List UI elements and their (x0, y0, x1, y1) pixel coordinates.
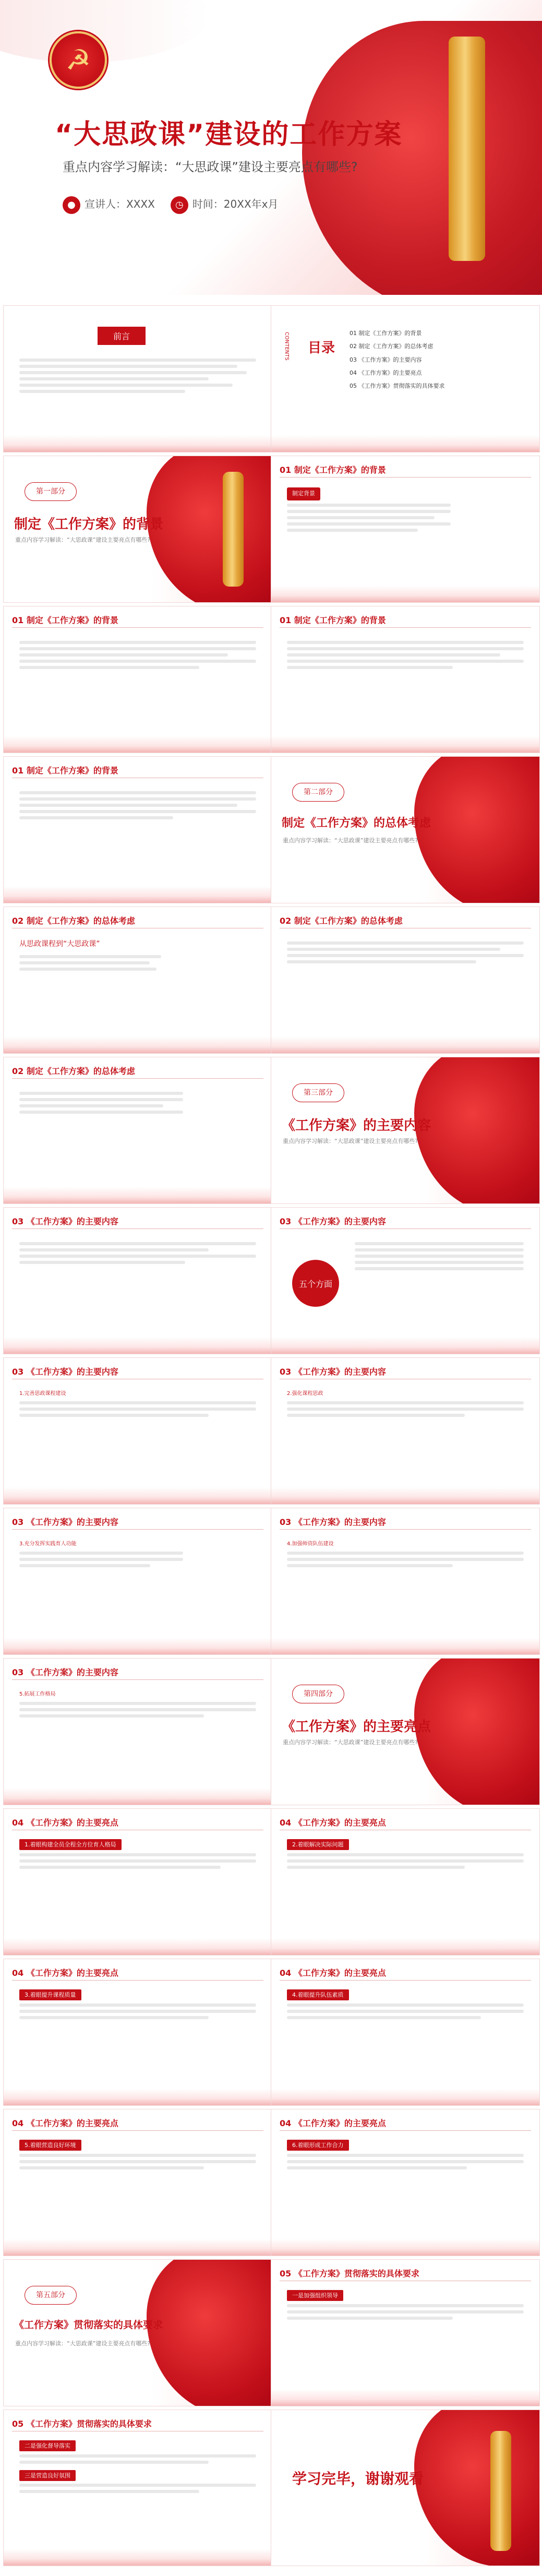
content-slide (271, 907, 540, 1054)
slide-header: 03 《工作方案》的主要内容 (12, 1517, 118, 1527)
section-title: 制定《工作方案》的总体考虑 (282, 817, 431, 830)
clock-icon: ◷ (171, 196, 188, 214)
content-slide (271, 1357, 540, 1505)
huabiao-pillar (223, 472, 244, 587)
speaker (63, 196, 155, 214)
slide-header: 02 制定《工作方案》的总体考虑 (12, 916, 135, 926)
slide-wave (271, 586, 539, 602)
item-heading: 一是加强组织领导 (287, 2290, 343, 2301)
section-title: 制定《工作方案》的背景 (14, 517, 164, 532)
item-heading: 5.着眼营造良好环境 (19, 2140, 81, 2151)
contents-item[interactable]: 03 《工作方案》的主要内容 (350, 356, 422, 363)
section-title: 《工作方案》贯彻落实的具体要求 (14, 2319, 163, 2331)
contents-item[interactable]: 01 制定《工作方案》的背景 (350, 330, 422, 337)
content-slide (3, 907, 272, 1054)
section-slide-4 (271, 1658, 540, 1805)
item-heading: 1.完善思政课程建设 (19, 1391, 66, 1397)
section-part: 第一部分 (25, 482, 77, 501)
content-slide (3, 1207, 272, 1354)
contents-slide (271, 305, 540, 452)
preface-title: 前言 (98, 327, 146, 345)
cover-slide (0, 0, 542, 295)
section-slide-3 (271, 1057, 540, 1204)
section-part: 第五部分 (25, 2286, 77, 2305)
section-slide-2 (271, 756, 540, 903)
slide-header: 01 制定《工作方案》的背景 (12, 766, 118, 776)
slide-header: 04 《工作方案》的主要亮点 (12, 1818, 118, 1828)
end-slide (271, 2410, 540, 2566)
party-emblem-icon: ☭ (50, 31, 107, 89)
slide-header: 02 制定《工作方案》的总体考虑 (12, 1066, 135, 1076)
content-slide (271, 1508, 540, 1655)
slide-header: 01 制定《工作方案》的背景 (280, 615, 386, 625)
section-sub: 重点内容学习解读：“大思政课”建设主要亮点有哪些? (283, 1138, 418, 1144)
item-heading: 2.着眼解决实际问题 (287, 1839, 349, 1850)
contents-title: 目录 (308, 340, 335, 356)
content-slide (3, 1057, 272, 1204)
content-slide (3, 2410, 272, 2566)
slide-header: 02 制定《工作方案》的总体考虑 (280, 916, 403, 926)
contents-item[interactable]: 05 《工作方案》贯彻落实的具体要求 (350, 383, 445, 390)
slide-header: 03 《工作方案》的主要内容 (280, 1367, 386, 1377)
content-slide (271, 1207, 540, 1354)
slide-header: 04 《工作方案》的主要亮点 (12, 2118, 118, 2128)
cover-subtitle: 重点内容学习解读：“大思政课”建设主要亮点有哪些? (63, 160, 358, 174)
content-slide (3, 2109, 272, 2256)
slide-body (287, 638, 524, 672)
slide-body (19, 638, 256, 672)
content-slide (3, 1658, 272, 1805)
item-heading: 5.拓展工作格局 (19, 1691, 56, 1697)
slide-header: 05 《工作方案》贯彻落实的具体要求 (12, 2419, 152, 2429)
slide-header: 03 《工作方案》的主要内容 (280, 1217, 386, 1226)
five-aspects-circle: 五个方面 (292, 1260, 339, 1307)
section-slide-1 (3, 456, 272, 603)
huabiao-pillar (449, 37, 485, 261)
time (171, 196, 279, 214)
section-part: 第四部分 (292, 1685, 344, 1703)
section-part: 第二部分 (292, 783, 344, 802)
section-title: 《工作方案》的主要亮点 (282, 1719, 431, 1735)
section-swirl (147, 456, 272, 603)
content-slide (271, 2259, 540, 2406)
slide-header: 03 《工作方案》的主要内容 (12, 1367, 118, 1377)
content-slide (3, 1959, 272, 2106)
slide-header: 04 《工作方案》的主要亮点 (12, 1968, 118, 1978)
section-sub: 重点内容学习解读：“大思政课”建设主要亮点有哪些? (15, 536, 151, 543)
item-heading: 2.强化课程思政 (287, 1391, 323, 1397)
slide-header: 03 《工作方案》的主要内容 (280, 1517, 386, 1527)
slide-badge: 制定背景 (287, 487, 320, 500)
cover-meta (63, 196, 279, 214)
item-heading: 3.充分发挥实践育人功能 (19, 1541, 77, 1547)
cover-title: “大思政课”建设的工作方案 (55, 119, 403, 150)
item-heading: 1.着眼构建全员全程全方位育人格局 (19, 1839, 122, 1850)
header-line (280, 477, 531, 478)
slide-header: 01 制定《工作方案》的背景 (12, 615, 118, 625)
section-title: 《工作方案》的主要内容 (282, 1118, 431, 1134)
slide-header: 04 《工作方案》的主要亮点 (280, 1818, 386, 1828)
time-text: 时间：20XX年x月 (192, 198, 279, 210)
user-icon: ● (63, 196, 80, 214)
slide-wave (4, 435, 272, 452)
preface-slide (3, 305, 272, 452)
slide-header: 01 制定《工作方案》的背景 (280, 465, 386, 475)
content-slide (271, 1959, 540, 2106)
preface-body (19, 355, 256, 396)
slide-wave (271, 435, 539, 452)
content-slide (3, 756, 272, 903)
slide-header: 04 《工作方案》的主要亮点 (280, 1968, 386, 1978)
item-heading: 4.加强师资队伍建设 (287, 1541, 334, 1547)
concept-heading: 从思政课程到“大思政课” (19, 940, 100, 948)
content-slide (3, 1357, 272, 1505)
item-heading: 二是强化督导落实 (19, 2440, 76, 2451)
slide-body (287, 487, 451, 535)
speaker-text: 宣讲人：XXXX (85, 198, 155, 210)
contents-item[interactable]: 02 制定《工作方案》的总体考虑 (350, 343, 433, 350)
item-heading: 4.着眼提升队伍素质 (287, 1989, 349, 2000)
content-slide (271, 2109, 540, 2256)
slide-header: 05 《工作方案》贯彻落实的具体要求 (280, 2269, 419, 2279)
section-sub: 重点内容学习解读：“大思政课”建设主要亮点有哪些? (283, 837, 418, 844)
slide-header: 03 《工作方案》的主要内容 (12, 1217, 118, 1226)
item-heading: 三是营造良好氛围 (19, 2470, 76, 2481)
section-sub: 重点内容学习解读：“大思政课”建设主要亮点有哪些? (283, 1739, 418, 1746)
content-slide (271, 606, 540, 753)
section-sub: 重点内容学习解读：“大思政课”建设主要亮点有哪些? (15, 2340, 151, 2347)
item-heading: 6.着眼形成工作合力 (287, 2140, 349, 2151)
content-slide (3, 1808, 272, 1955)
content-slide (3, 606, 272, 753)
item-heading: 3.着眼提升课程质量 (19, 1989, 81, 2000)
section-slide-5 (3, 2259, 272, 2406)
contents-item[interactable]: 04 《工作方案》的主要亮点 (350, 369, 422, 376)
slide-header: 03 《工作方案》的主要内容 (12, 1667, 118, 1677)
content-slide (271, 1808, 540, 1955)
contents-label: CONTENTS (284, 332, 290, 361)
section-part: 第三部分 (292, 1083, 344, 1102)
huabiao-pillar (490, 2431, 511, 2551)
thanks-title: 学习完毕，谢谢观看 (292, 2470, 424, 2487)
slide-header: 04 《工作方案》的主要亮点 (280, 2118, 386, 2128)
contents-list (350, 327, 445, 392)
content-slide (271, 456, 540, 603)
content-slide (3, 1508, 272, 1655)
